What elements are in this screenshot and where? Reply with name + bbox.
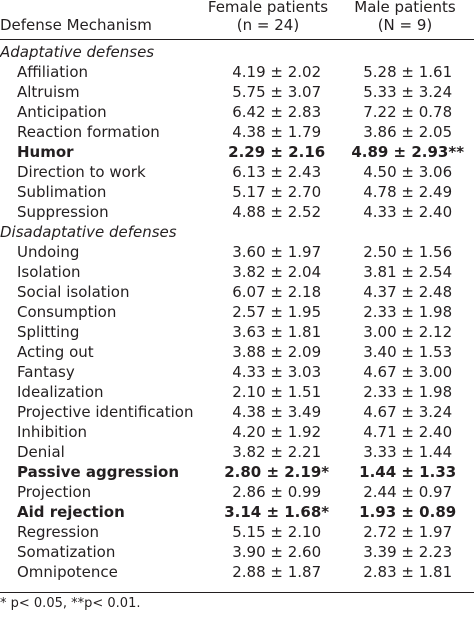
table-row [0,102,474,122]
mechanism-name: Inhibition [17,423,88,441]
section-row [0,222,474,242]
female-value: 3.82 ± 2.04 [232,263,322,281]
female-value: 3.63 ± 1.81 [232,323,322,341]
mechanism-name: Somatization [17,543,116,561]
mechanism-name: Projection [17,483,92,501]
female-value: 3.90 ± 2.60 [232,543,322,561]
table-row [0,362,474,382]
male-value: 3.81 ± 2.54 [363,263,453,281]
footnote: * p< 0.05, **p< 0.01. [0,596,141,611]
mechanism-name: Anticipation [17,103,107,121]
header-male-line1: Male patients [354,0,456,16]
female-value: 3.60 ± 1.97 [232,243,322,261]
mechanism-name: Regression [17,523,100,541]
male-value: 2.44 ± 0.97 [363,483,453,501]
table-row [0,502,474,522]
mechanism-name: Undoing [17,243,80,261]
female-value: 5.15 ± 2.10 [232,523,322,541]
female-value: 2.88 ± 1.87 [232,563,322,581]
table-row [0,522,474,542]
female-value: 3.82 ± 2.21 [232,443,322,461]
male-value: 4.71 ± 2.40 [363,423,453,441]
header-female-line2: (n = 24) [236,16,300,34]
male-value: 4.67 ± 3.24 [363,403,453,421]
table-row [0,182,474,202]
mechanism-name: Consumption [17,303,117,321]
table-row [0,382,474,402]
male-value: 4.89 ± 2.93** [351,143,465,161]
header-female-line1: Female patients [207,0,329,16]
male-value: 4.50 ± 3.06 [363,163,453,181]
male-value: 4.37 ± 2.48 [363,283,453,301]
female-value: 2.10 ± 1.51 [232,383,322,401]
header-rule [0,39,474,40]
female-value: 6.13 ± 2.43 [232,163,322,181]
female-value: 2.80 ± 2.19* [224,463,330,481]
female-value: 6.07 ± 2.18 [232,283,322,301]
table-row [0,262,474,282]
mechanism-name: Reaction formation [17,123,160,141]
mechanism-name: Passive aggression [17,463,180,481]
mechanism-name: Splitting [17,323,80,341]
mechanism-name: Social isolation [17,283,130,301]
table-row [0,402,474,422]
table-row [0,422,474,442]
mechanism-name: Projective identification [17,403,194,421]
female-value: 4.88 ± 2.52 [232,203,322,221]
female-value: 2.86 ± 0.99 [232,483,322,501]
male-value: 2.50 ± 1.56 [363,243,453,261]
table-row [0,122,474,142]
section-title: Adaptative defenses [0,43,155,61]
section-title: Disadaptative defenses [0,223,177,241]
table-row [0,482,474,502]
table-row [0,562,474,582]
mechanism-name: Suppression [17,203,109,221]
mechanism-name: Denial [17,443,65,461]
male-value: 7.22 ± 0.78 [363,103,453,121]
table-row [0,462,474,482]
male-value: 4.78 ± 2.49 [363,183,453,201]
bottom-rule [0,592,474,593]
female-value: 4.19 ± 2.02 [232,63,322,81]
female-value: 2.29 ± 2.16 [228,143,326,161]
table-row [0,202,474,222]
female-value: 4.38 ± 3.49 [232,403,322,421]
table-row [0,62,474,82]
male-value: 2.33 ± 1.98 [363,383,453,401]
female-value: 3.88 ± 2.09 [232,343,322,361]
female-value: 4.33 ± 3.03 [232,363,322,381]
male-value: 3.33 ± 1.44 [363,443,453,461]
female-value: 3.14 ± 1.68* [224,503,330,521]
male-value: 3.86 ± 2.05 [363,123,453,141]
male-value: 4.33 ± 2.40 [363,203,453,221]
table-row [0,302,474,322]
female-value: 5.17 ± 2.70 [232,183,322,201]
female-value: 4.38 ± 1.79 [232,123,322,141]
female-value: 4.20 ± 1.92 [232,423,322,441]
section-row [0,42,474,62]
mechanism-name: Sublimation [17,183,107,201]
male-value: 5.33 ± 3.24 [363,83,453,101]
male-value: 5.28 ± 1.61 [363,63,453,81]
table-row [0,322,474,342]
mechanism-name: Direction to work [17,163,146,181]
header-male-line2: (N = 9) [377,16,433,34]
female-value: 2.57 ± 1.95 [232,303,322,321]
mechanism-name: Affiliation [17,63,89,81]
mechanism-name: Fantasy [17,363,75,381]
defense-table [0,42,474,582]
table-row [0,442,474,462]
male-value: 2.33 ± 1.98 [363,303,453,321]
male-value: 3.00 ± 2.12 [363,323,453,341]
mechanism-name: Omnipotence [17,563,118,581]
female-value: 5.75 ± 3.07 [232,83,322,101]
male-value: 3.40 ± 1.53 [363,343,453,361]
mechanism-name: Humor [17,143,74,161]
mechanism-name: Isolation [17,263,81,281]
female-value: 6.42 ± 2.83 [232,103,322,121]
mechanism-name: Idealization [17,383,104,401]
male-value: 1.44 ± 1.33 [359,463,457,481]
table-row [0,162,474,182]
male-value: 3.39 ± 2.23 [363,543,453,561]
table-row [0,282,474,302]
table-row [0,542,474,562]
table-row [0,82,474,102]
male-value: 2.83 ± 1.81 [363,563,453,581]
table-row [0,142,474,162]
mechanism-name: Altruism [17,83,80,101]
table-row [0,242,474,262]
header-mechanism: Defense Mechanism [0,16,152,34]
male-value: 2.72 ± 1.97 [363,523,453,541]
table-row [0,342,474,362]
male-value: 1.93 ± 0.89 [359,503,457,521]
mechanism-name: Acting out [17,343,94,361]
male-value: 4.67 ± 3.00 [363,363,453,381]
mechanism-name: Aid rejection [17,503,125,521]
